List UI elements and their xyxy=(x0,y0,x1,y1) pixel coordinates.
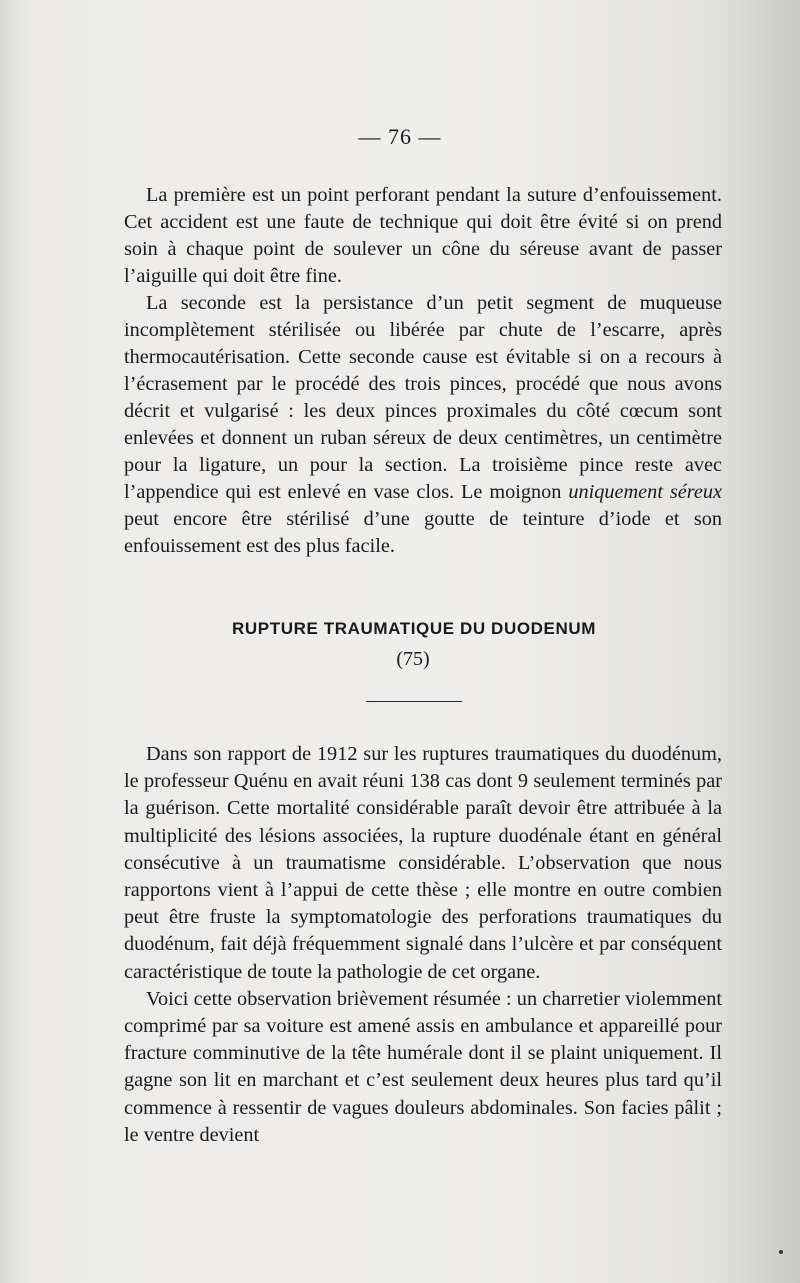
paragraph xyxy=(124,290,722,560)
paragraph-text: peut encore être stérilisé d’une goutte de teinture d’iode et son enfouissement est des plus facile. xyxy=(124,508,722,557)
paragraph xyxy=(124,182,722,290)
paragraph xyxy=(124,986,722,1149)
text-block-duodenum xyxy=(124,741,722,1149)
emphasized-text: uniquement séreux xyxy=(568,481,723,503)
paragraph-text: Dans son rapport de 1912 sur les ruptures traumatiques du duodénum, le professeur Quénu en avait réuni 138 cas dont 9 seulement terminés par la guérison. Cette mortalité considérable paraît devoir être attribuée à la multiplicité des lésions associées, la rupture duodénale étant en général consécutive à un traumatisme considérable. L’observation que nous rapportons vient à l’appui de cette thèse ; elle montre en outre combien peut être fruste la symptomatologie des perforations traumatiques du duodénum, fait déjà fréquemment signalé dans l’ulcère et par conséquent caractéristique de toute la pathologie de cet organe. xyxy=(124,743,722,983)
scan-speck xyxy=(779,1250,783,1254)
page-number: — 76 — xyxy=(358,124,442,149)
section-reference-number: (75) xyxy=(396,648,430,670)
text-block-complications xyxy=(124,182,722,560)
paragraph-text: Voici cette observation brièvement résumée : un charretier violemment comprimé par sa voiture est amené assis en ambulance et appareillé pour fracture comminutive de la tête humérale dont il se plaint uniquement. Il gagne son lit en marchant et c’est seulement deux heures plus tard qu’il commence à ressentir de vagues douleurs abdominales. Son facies pâlit ; le ventre devient xyxy=(124,987,722,1146)
section-title: RUPTURE TRAUMATIQUE DU DUODENUM xyxy=(232,619,596,638)
section-divider xyxy=(366,701,462,702)
paragraph xyxy=(124,741,722,986)
paragraph-text: La seconde est la persistance d’un petit segment de muqueuse incomplètement stérilisée ou libérée par chute de l’escarre, après thermocautérisation. Cette seconde cause est évitable si on a recours à l’écrasement par le procédé des trois pinces, procédé que nous avons décrit et vulgarisé : les deux pinces proximales du côté cœcum sont enlevées et donnent un ruban séreux de deux centimètres, un centimètre pour la ligature, un pour la section. La troisième pince reste avec l’appendice qui est enlevé en vase clos. Le moignon xyxy=(124,292,722,503)
paragraph-text: La première est un point perforant pendant la suture d’enfouissement. Cet accident est une faute de technique qui doit être évité si on prend soin à chaque point de soulever un cône du séreuse avant de passer l’aiguille qui doit être fine. xyxy=(124,184,722,287)
